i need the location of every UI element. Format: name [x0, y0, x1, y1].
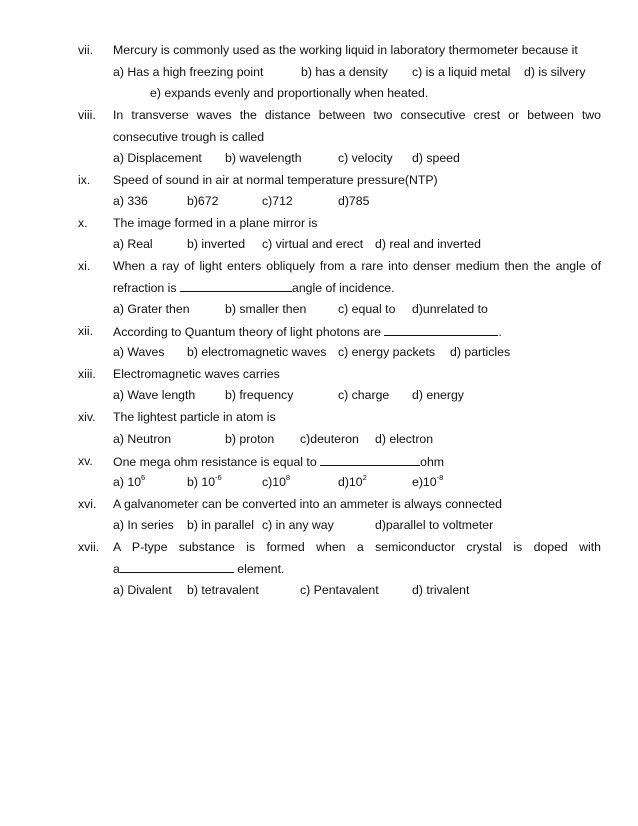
question-number: xiii.	[78, 367, 96, 381]
question-number: xi.	[78, 259, 91, 273]
question-text-after-blank: angle of incidence.	[291, 281, 395, 295]
option	[262, 472, 291, 489]
question-text	[113, 324, 502, 339]
question-text-before-blank: refraction is	[113, 281, 177, 295]
option: c) is a liquid metal	[412, 65, 511, 79]
option: b) electromagnetic waves	[187, 345, 327, 359]
option: a) Neutron	[113, 432, 172, 446]
question-text-after-blank: element.	[233, 562, 285, 576]
option-base: c)10	[262, 475, 286, 489]
option: b) in parallel	[187, 518, 254, 532]
option: b)672	[187, 194, 219, 208]
question-number: vii.	[78, 43, 94, 57]
option: d) energy	[412, 388, 464, 402]
answer-blank	[320, 454, 420, 466]
question-number: viii.	[78, 108, 96, 122]
question-number: xv.	[78, 454, 93, 468]
option-base: a) 10	[113, 475, 142, 489]
question-text: A P-type substance is formed when a semiconductor crystal is doped with	[113, 540, 601, 554]
option: c) energy packets	[338, 345, 436, 359]
option	[412, 472, 444, 489]
question-number: xvi.	[78, 497, 97, 511]
question-number: xvii.	[78, 540, 100, 554]
question-text: When a ray of light enters obliquely from a rare into denser medium then the angle of	[113, 259, 601, 273]
option: c)deuteron	[300, 432, 359, 446]
option-exponent: 2	[362, 472, 367, 482]
question-text-before-blank: One mega ohm resistance is equal to	[113, 455, 317, 469]
option-continuation: e) expands evenly and proportionally when heated.	[150, 86, 429, 100]
option: c) equal to	[338, 302, 396, 316]
option: d)unrelated to	[412, 302, 488, 316]
option: a) 336	[113, 194, 148, 208]
question-text: Mercury is commonly used as the working liquid in laboratory thermometer because it	[113, 43, 578, 57]
option-base: e)10	[412, 475, 437, 489]
question-text-continued	[113, 280, 395, 295]
answer-blank	[120, 561, 234, 573]
option: a) Grater then	[113, 302, 190, 316]
option: c) Pentavalent	[300, 583, 379, 597]
option: b) wavelength	[225, 151, 302, 165]
option: a) Waves	[113, 345, 165, 359]
question-text-after-blank: ohm	[420, 455, 445, 469]
option: b) has a density	[301, 65, 388, 79]
option: d) electron	[375, 432, 434, 446]
option: d) particles	[450, 345, 511, 359]
question-text: A galvanometer can be converted into an ammeter is always connected	[113, 497, 502, 511]
option: c) in any way	[262, 518, 334, 532]
option: d)785	[338, 194, 370, 208]
option: c) velocity	[338, 151, 393, 165]
option: b) tetravalent	[187, 583, 259, 597]
question-number: xiv.	[78, 410, 96, 424]
option: d) real and inverted	[375, 237, 481, 251]
option: a) Wave length	[113, 388, 196, 402]
option: b) smaller then	[225, 302, 307, 316]
option: d)parallel to voltmeter	[375, 518, 494, 532]
option: d) speed	[412, 151, 460, 165]
question-text	[113, 454, 444, 469]
question-text-continued	[113, 561, 284, 576]
question-text: In transverse waves the distance between two consecutive crest or between two	[113, 108, 601, 122]
question-text-continued: consecutive trough is called	[113, 130, 265, 144]
option-base: d)10	[338, 475, 363, 489]
option: c) virtual and erect	[262, 237, 364, 251]
option: a) Real	[113, 237, 153, 251]
question-text: Speed of sound in air at normal temperature pressure(NTP)	[113, 173, 438, 187]
question-number: x.	[78, 216, 88, 230]
option: a) Has a high freezing point	[113, 65, 264, 79]
question-text-before-blank: a	[113, 562, 120, 576]
option: b) inverted	[187, 237, 246, 251]
option: c)712	[262, 194, 293, 208]
option: d) trivalent	[412, 583, 470, 597]
option-exponent: -6	[215, 472, 222, 482]
question-number: xii.	[78, 324, 94, 338]
question-text: The lightest particle in atom is	[113, 410, 276, 424]
answer-blank	[180, 280, 292, 292]
option: b) frequency	[225, 388, 294, 402]
option	[338, 472, 367, 489]
option	[187, 472, 222, 489]
option: a) Divalent	[113, 583, 172, 597]
option-exponent: 6	[141, 472, 146, 482]
question-text-before-blank: According to Quantum theory of light photons are	[113, 325, 381, 339]
question-number: ix.	[78, 173, 91, 187]
option-exponent: -8	[436, 472, 444, 482]
option: a) In series	[113, 518, 174, 532]
option-base: b) 10	[187, 475, 216, 489]
option: d) is silvery	[524, 65, 586, 79]
option: c) charge	[338, 388, 390, 402]
question-text-after-blank: .	[498, 325, 502, 339]
option	[113, 472, 146, 489]
answer-blank	[384, 324, 498, 336]
question-text: Electromagnetic waves carries	[113, 367, 280, 381]
option: b) proton	[225, 432, 275, 446]
question-text: The image formed in a plane mirror is	[113, 216, 318, 230]
option-exponent: 8	[285, 472, 291, 482]
option: a) Displacement	[113, 151, 202, 165]
